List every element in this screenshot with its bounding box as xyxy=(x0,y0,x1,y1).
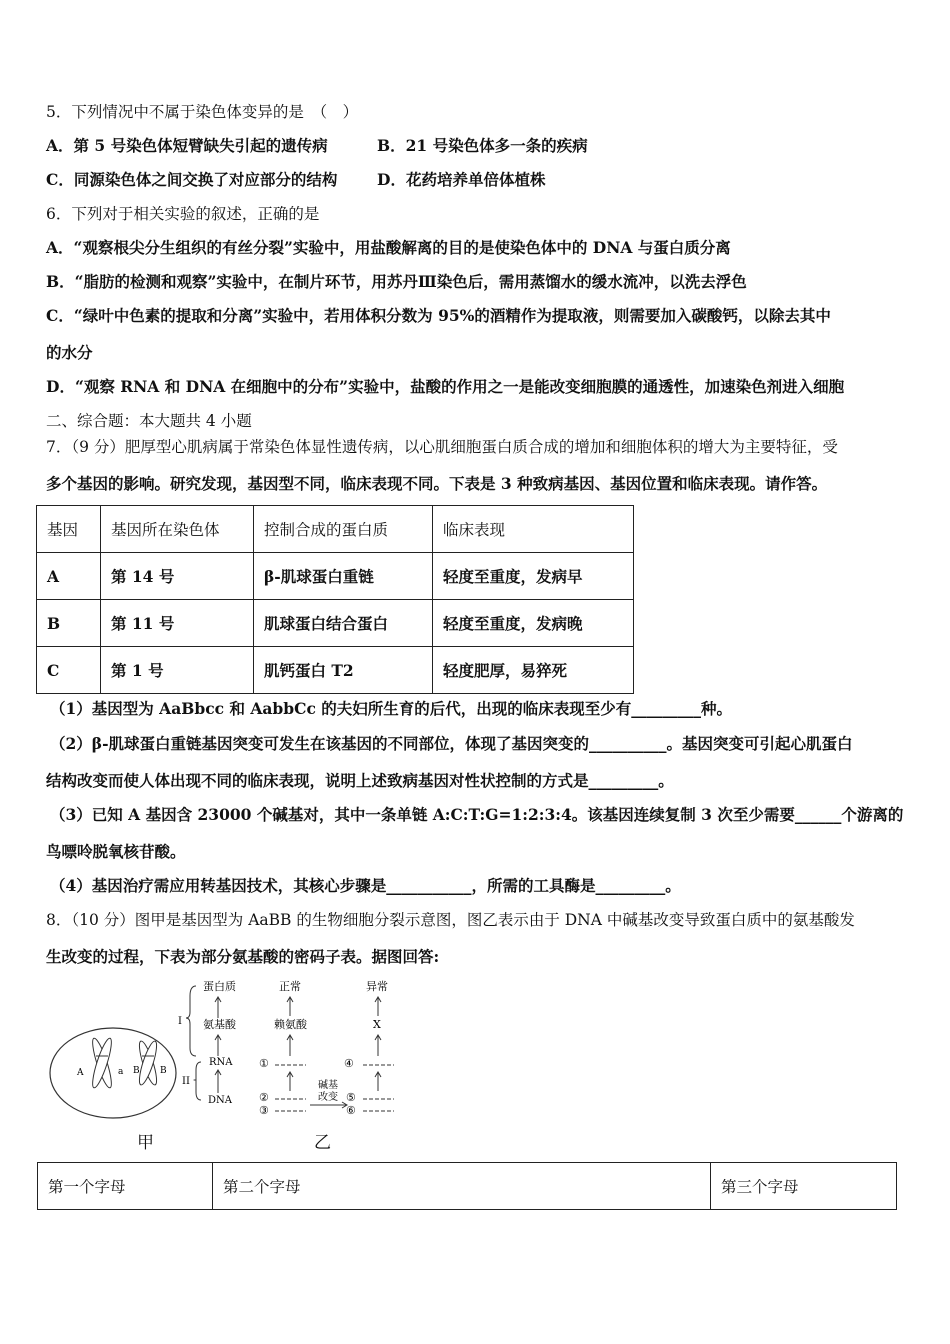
allele-label: B xyxy=(133,1066,140,1076)
table-header-cell: 第二个字母 xyxy=(213,1163,711,1210)
table-cell: 轻度肥厚，易猝死 xyxy=(433,647,634,694)
allele-label: B xyxy=(160,1066,167,1076)
protein-label: 蛋白质 xyxy=(203,980,236,993)
table-cell: 肌球蛋白结合蛋白 xyxy=(254,600,433,647)
cell-outline xyxy=(50,1028,176,1118)
q6-option-a: A．“观察根尖分生组织的有丝分裂”实验中，用盐酸解离的目的是使染色体中的 DNA 与蛋白质分离 xyxy=(46,238,731,257)
q7-part1: （1）基因型为 AaBbcc 和 AabbCc 的夫妇所生育的后代，出现的临床表现至少有_________种。 xyxy=(50,699,733,718)
figure-caption-b: 乙 xyxy=(314,1133,331,1153)
q6-option-d: D．“观察 RNA 和 DNA 在细胞中的分布”实验中，盐酸的作用之一是能改变细胞膜的通透性，加速染色剂进入细胞 xyxy=(46,377,845,396)
abnormal-label: 异常 xyxy=(366,980,388,993)
cell-division-figure xyxy=(46,976,406,1126)
table-cell: 轻度至重度，发病早 xyxy=(433,553,634,600)
x-label: X xyxy=(373,1018,381,1031)
step-number: ② xyxy=(259,1091,269,1104)
table-header-row xyxy=(37,506,634,553)
q8-stem-line2: 生改变的过程，下表为部分氨基酸的密码子表。据图回答: xyxy=(46,947,440,966)
lysine-label: 赖氨酸 xyxy=(274,1018,307,1031)
dna-label: DNA xyxy=(208,1095,232,1106)
section-heading: 二、综合题：本大题共 4 小题 xyxy=(46,412,252,430)
q7-part2-line1: （2）β-肌球蛋白重链基因突变可发生在该基因的不同部位，体现了基因突变的__________。基因突变可引起心肌蛋白 xyxy=(50,734,853,753)
q7-stem-line2: 多个基因的影响。研究发现，基因型不同，临床表现不同。下表是 3 种致病基因、基因位置和临床表现。请作答。 xyxy=(46,474,828,493)
abnormal-arrows xyxy=(363,997,394,1111)
amino-acid-label: 氨基酸 xyxy=(203,1018,236,1031)
figure-caption-a: 甲 xyxy=(137,1133,154,1153)
step-number: ⑥ xyxy=(346,1104,356,1117)
chromosome-pair-1 xyxy=(89,1037,115,1090)
q7-part4: （4）基因治疗需应用转基因技术，其核心步骤是___________，所需的工具酶是_________。 xyxy=(50,876,681,895)
allele-label: a xyxy=(118,1067,124,1077)
q6-stem: 6．下列对于相关实验的叙述，正确的是 xyxy=(46,205,320,223)
allele-label: A xyxy=(77,1068,84,1078)
table-row xyxy=(37,553,634,600)
table-cell: 第 1 号 xyxy=(101,647,254,694)
table-header-cell: 第三个字母 xyxy=(711,1163,897,1210)
stage-roman: I xyxy=(178,1016,182,1027)
table-cell: 肌钙蛋白 T2 xyxy=(254,647,433,694)
table-header-cell: 控制合成的蛋白质 xyxy=(254,506,433,553)
q7-stem-line1: 7．（9 分）肥厚型心肌病属于常染色体显性遗传病，以心肌细胞蛋白质合成的增加和细胞体积的增大为主要特征，受 xyxy=(46,438,838,456)
q5-option-a: A．第 5 号染色体短臂缺失引起的遗传病 xyxy=(46,136,328,155)
table-cell: A xyxy=(37,553,101,600)
step-number: ⑤ xyxy=(346,1091,356,1104)
table-cell: 轻度至重度，发病晚 xyxy=(433,600,634,647)
stage-roman: II xyxy=(182,1076,190,1087)
normal-arrows xyxy=(275,997,306,1111)
mutation-label: 碱基 xyxy=(318,1080,338,1091)
table-row xyxy=(37,600,634,647)
table-header-cell: 临床表现 xyxy=(433,506,634,553)
q7-part2-line2: 结构改变而使人体出现不同的临床表现，说明上述致病基因对性状控制的方式是_________。 xyxy=(46,771,674,790)
table-row xyxy=(37,647,634,694)
gene-table xyxy=(36,505,634,694)
q7-part3-line1: （3）已知 A 基因含 23000 个碱基对，其中一条单链 A:C:T:G=1:2:3:4。该基因连续复制 3 次至少需要______个游离的 xyxy=(50,805,904,824)
q8-stem-line1: 8．（10 分）图甲是基因型为 AaBB 的生物细胞分裂示意图，图乙表示由于 DNA 中碱基改变导致蛋白质中的氨基酸发 xyxy=(46,911,855,929)
table-cell: C xyxy=(37,647,101,694)
step-number: ③ xyxy=(259,1104,269,1117)
table-cell: B xyxy=(37,600,101,647)
q5-stem: 5．下列情况中不属于染色体变异的是 （ ） xyxy=(46,103,359,121)
q6-option-c-line2: 的水分 xyxy=(46,343,93,362)
chromosome-pair-2 xyxy=(136,1040,160,1087)
q6-option-c-line1: C．“绿叶中色素的提取和分离”实验中，若用体积分数为 95%的酒精作为提取液，则需要加入碳酸钙，以除去其中 xyxy=(46,306,831,325)
table-header-cell: 基因 xyxy=(37,506,101,553)
rna-label: RNA xyxy=(209,1057,233,1068)
table-header-cell: 基因所在染色体 xyxy=(101,506,254,553)
table-header-row xyxy=(38,1163,897,1210)
mutation-label: 改变 xyxy=(318,1092,338,1103)
q6-option-b: B．“脂肪的检测和观察”实验中，在制片环节，用苏丹Ⅲ染色后，需用蒸馏水的缓水流冲，以洗去浮色 xyxy=(46,272,747,291)
q7-part3-line2: 鸟嘌呤脱氧核苷酸。 xyxy=(46,842,186,861)
q5-option-c: C．同源染色体之间交换了对应部分的结构 xyxy=(46,170,338,189)
step-number: ④ xyxy=(344,1057,354,1070)
process-arrows xyxy=(186,986,221,1100)
normal-label: 正常 xyxy=(279,980,301,993)
table-header-cell: 第一个字母 xyxy=(38,1163,213,1210)
codon-table xyxy=(37,1162,897,1210)
table-cell: 第 14 号 xyxy=(101,553,254,600)
q5-option-b: B．21 号染色体多一条的疾病 xyxy=(377,136,588,155)
table-cell: β-肌球蛋白重链 xyxy=(254,553,433,600)
step-number: ① xyxy=(259,1057,269,1070)
q5-option-d: D．花药培养单倍体植株 xyxy=(377,170,546,189)
table-cell: 第 11 号 xyxy=(101,600,254,647)
